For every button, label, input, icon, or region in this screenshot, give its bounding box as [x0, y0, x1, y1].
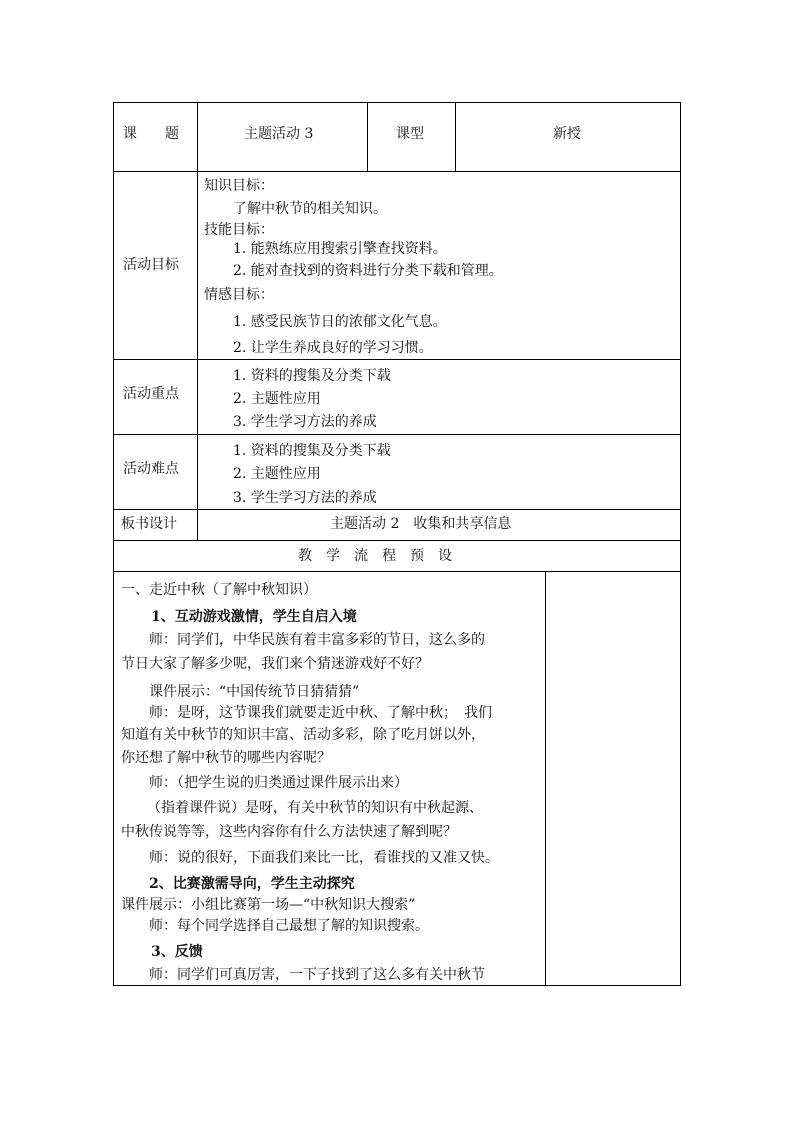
- flow-title: 教 学 流 程 预 设: [298, 548, 452, 564]
- flow-subheading: 1、互动游戏激情，学生自启入境: [151, 609, 357, 625]
- flow-line: 课件展示：“中国传统节日猜猜猜”: [149, 684, 360, 700]
- flow-line: 师：每个同学选择自己最想了解的知识搜索。: [149, 918, 429, 934]
- flow-line: 师：（把学生说的归类通过课件展示出来）: [149, 775, 408, 791]
- flow-line: 师：是呀，这节课我们就要走近中秋、了解中秋； 我们: [149, 705, 492, 721]
- flow-section-title: 一、走近中秋（了解中秋知识）: [121, 582, 317, 598]
- goal-line: 技能目标：: [204, 222, 274, 238]
- row-divider: [113, 540, 681, 541]
- row-divider: [113, 509, 681, 510]
- key-point-line: 2. 主题性应用: [233, 391, 321, 407]
- subject-value: 主题活动 3: [244, 126, 314, 142]
- row-divider: [113, 359, 681, 360]
- row-divider: [113, 571, 681, 572]
- row-divider: [113, 171, 681, 172]
- board-value: 主题活动 2 收集和共享信息: [330, 516, 512, 532]
- goal-line: 2. 让学生养成良好的学习习惯。: [233, 340, 433, 356]
- flow-line: 知道有关中秋节的知识丰富、活动多彩，除了吃月饼以外，: [121, 727, 485, 743]
- flow-line: （指着课件说）是呀，有关中秋节的知识有中秋起源、: [147, 800, 483, 816]
- flow-line: 中秋传说等等，这些内容你有什么方法快速了解到呢？: [121, 824, 457, 840]
- flow-line: 课件展示：小组比赛第一场—“中秋知识大搜索”: [121, 897, 416, 913]
- flow-line: 师：同学们，中华民族有着丰富多彩的节日，这么多的: [149, 632, 485, 648]
- goal-line: 1. 能熟练应用搜索引擎查找资料。: [233, 241, 447, 257]
- col-divider: [455, 102, 456, 171]
- goal-line: 1. 感受民族节日的浓郁文化气息。: [233, 314, 447, 330]
- col-divider: [197, 102, 198, 540]
- subject-label: 课 题: [123, 126, 179, 142]
- flow-line: 师：说的很好，下面我们来比一比，看谁找的又准又快。: [149, 850, 499, 866]
- flow-line: 你还想了解中秋节的哪些内容呢？: [121, 750, 331, 766]
- flow-line: 节日大家了解多少呢，我们来个猜迷游戏好不好？: [121, 656, 429, 672]
- goal-line: 2. 能对查找到的资料进行分类下载和管理。: [233, 263, 503, 279]
- flow-line: 师：同学们可真厉害，一下子找到了这么多有关中秋节: [149, 967, 485, 983]
- goal-line: 了解中秋节的相关知识。: [233, 201, 387, 217]
- col-divider: [545, 571, 546, 986]
- key-points-label: 活动重点: [123, 386, 179, 402]
- type-label: 课型: [396, 126, 424, 142]
- key-point-line: 3. 学生学习方法的养成: [233, 414, 377, 430]
- goal-line: 知识目标：: [204, 178, 274, 194]
- flow-subheading: 2、比赛激需导向，学生主动探究: [149, 876, 355, 892]
- board-label: 板书设计: [121, 516, 177, 532]
- type-value: 新授: [553, 126, 581, 142]
- difficulties-label: 活动难点: [123, 461, 179, 477]
- goals-label: 活动目标: [123, 257, 179, 273]
- flow-subheading: 3、反馈: [151, 944, 203, 960]
- key-point-line: 1. 资料的搜集及分类下载: [233, 368, 391, 384]
- difficulty-line: 1. 资料的搜集及分类下载: [233, 443, 391, 459]
- difficulty-line: 2. 主题性应用: [233, 466, 321, 482]
- goal-line: 情感目标：: [204, 287, 274, 303]
- col-divider: [367, 102, 368, 171]
- row-divider: [113, 434, 681, 435]
- difficulty-line: 3. 学生学习方法的养成: [233, 490, 377, 506]
